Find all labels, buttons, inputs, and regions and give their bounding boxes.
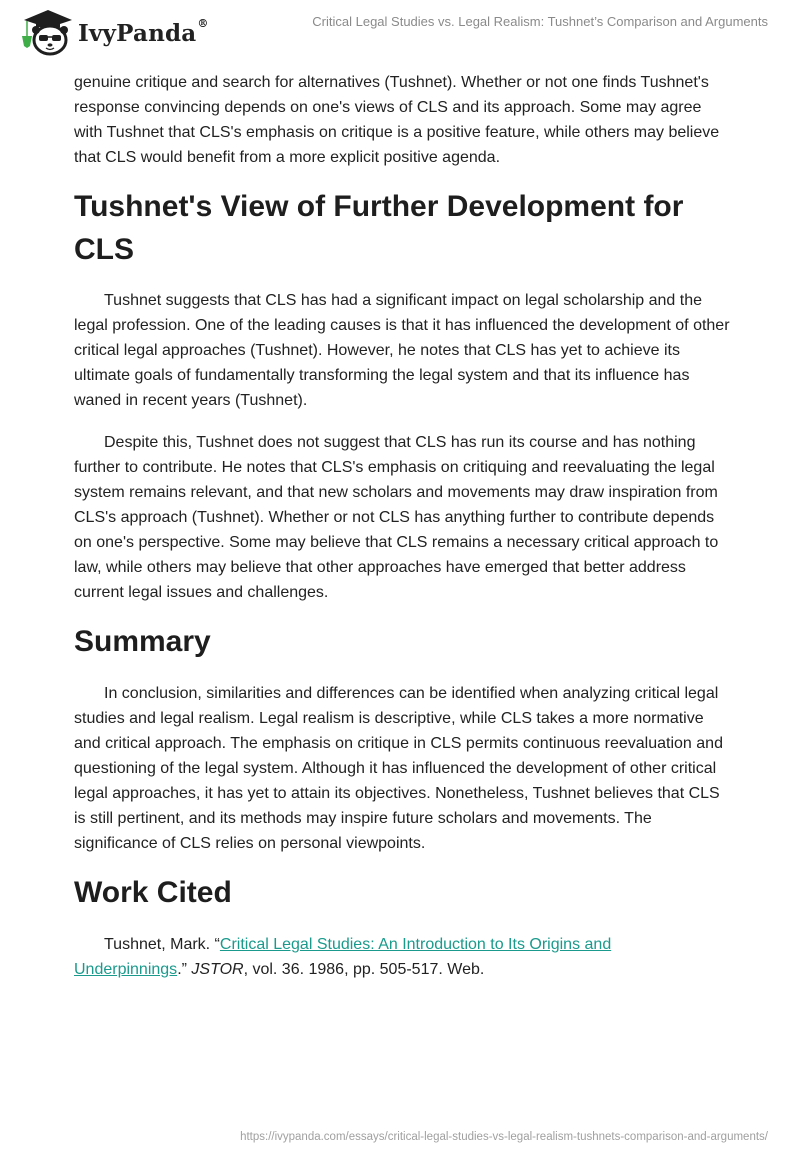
section-heading-further-development: Tushnet's View of Further Development for CLS — [74, 190, 684, 266]
document-title: Critical Legal Studies vs. Legal Realism: Tushnet’s Comparison and Arguments — [312, 14, 768, 29]
intro-paragraph: genuine critique and search for alternatives (Tushnet). Whether or not one finds Tushnet's response convincing depends on one's views of CLS and its approach. Some may agree with Tushnet that CLS's emphasis on critique is a positive feature, while others may believe that CLS would benefit from a more explicit positive agenda. — [74, 74, 720, 166]
citation-after-link: .” — [177, 961, 192, 978]
citation-details: , vol. 36. 1986, pp. 505-517. Web. — [243, 961, 485, 978]
citation-link[interactable]: Critical Legal Studies: An Introduction to Its Origins and Underpinnings — [74, 936, 612, 978]
paragraph: Despite this, Tushnet does not suggest that CLS has run its course and has nothing further to contribute. He notes that CLS's emphasis on critiquing and reevaluating the legal system remains relevant, and that new scholars and movements may draw inspiration from CLS's approach (Tushnet). Whether or not CLS has anything further to contribute depends on one's perspective. Some may believe that CLS remains a necessary critical approach to law, while others may believe that other approaches have emerged that better address current legal issues and challenges. — [74, 434, 719, 601]
ivypanda-logo[interactable] — [18, 6, 209, 56]
registered-mark: ® — [197, 16, 209, 30]
logo-text: IvyPanda® — [78, 16, 209, 47]
citation-author: Tushnet, Mark. “ — [104, 936, 220, 953]
citation — [74, 932, 674, 982]
page-header — [0, 0, 800, 50]
citation-journal: JSTOR — [191, 961, 244, 978]
source-url[interactable]: https://ivypanda.com/essays/critical-legal-studies-vs-legal-realism-tushnets-comparison-and-arguments/ — [240, 1131, 768, 1143]
section-heading-work-cited: Work Cited — [74, 876, 232, 909]
paragraph: Tushnet suggests that CLS has had a significant impact on legal scholarship and the legal profession. One of the leading causes is that it has influenced the development of other critical legal approaches (Tushnet). However, he notes that CLS has yet to achieve its ultimate goals of fundamentally transforming the legal system and that its influence has waned in recent years (Tushnet). — [74, 292, 730, 409]
section-heading-summary: Summary — [74, 625, 211, 658]
paragraph: In conclusion, similarities and differences can be identified when analyzing critical legal studies and legal realism. Legal realism is descriptive, while CLS takes a more normative and critical approach. The emphasis on critique in CLS permits continuous reevaluation and questioning of the legal system. Although it has influenced the development of other critical legal approaches, it has yet to attain its objectives. Nonetheless, Tushnet believes that CLS is still pertinent, and its methods may inspire future scholars and movements. The significance of CLS relies on personal viewpoints. — [74, 685, 723, 852]
essay-content — [74, 70, 734, 982]
panda-graduate-icon — [18, 6, 76, 56]
